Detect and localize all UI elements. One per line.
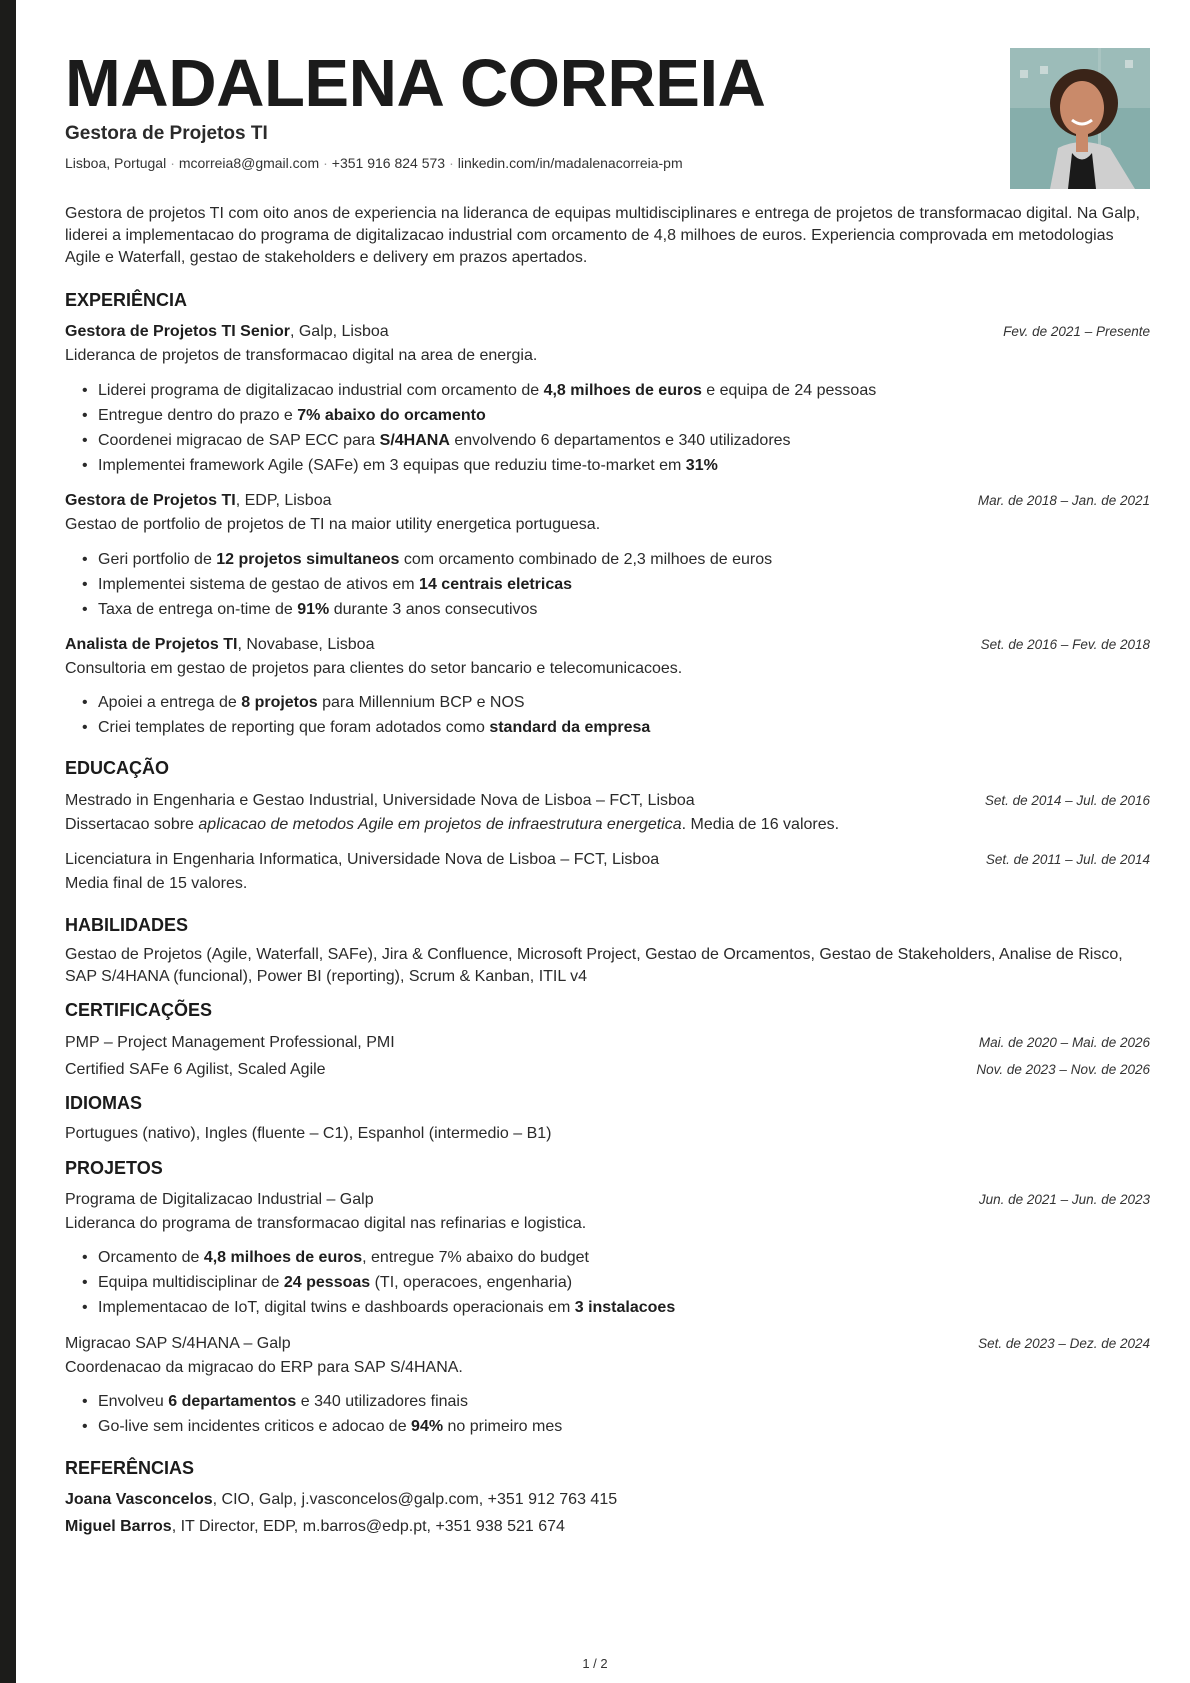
education-date: Set. de 2011 – Jul. de 2014 [985, 852, 1150, 867]
separator: · [170, 155, 175, 171]
reference-details: , IT Director, EDP, m.barros@edp.pt, +351 938 521 674 [171, 1518, 565, 1535]
resume-page [65, 0, 1150, 1535]
education-detail: Media final de 15 valores. [65, 875, 248, 892]
project-title: Migracao SAP S/4HANA – Galp [65, 1335, 291, 1352]
job-title: Analista de Projetos TI [65, 636, 238, 653]
list-item: • Equipa multidisciplinar de 24 pessoas (TI, operacoes, engenharia) [98, 1270, 1148, 1295]
job-company: , EDP, Lisboa [235, 492, 332, 509]
list-item: • Implementei framework Agile (SAFe) em 3 equipas que reduziu time-to-market em 31% [98, 453, 1148, 478]
job-title: Gestora de Projetos TI Senior [65, 323, 290, 340]
profile-photo [1010, 48, 1150, 189]
job-title: Gestora de Projetos TI [65, 492, 236, 509]
list-item: • Taxa de entrega on-time de 91% durante 3 anos consecutivos [98, 597, 1148, 622]
list-item: • Criei templates de reporting que foram adotados como standard da empresa [98, 715, 1148, 740]
list-item: • Envolveu 6 departamentos e 340 utilizadores finais [98, 1389, 1148, 1414]
education-entry [65, 849, 1150, 871]
job-header [65, 634, 1150, 656]
job-bullets [98, 690, 1148, 740]
contact-linkedin[interactable]: linkedin.com/in/madalenacorreia-pm [457, 155, 683, 171]
job-header [65, 321, 1150, 343]
project-header [65, 1189, 1150, 1211]
project-description: Coordenacao da migracao do ERP para SAP S/4HANA. [65, 1359, 463, 1376]
contact-phone[interactable]: +351 916 824 573 [331, 155, 446, 171]
resume-header [65, 0, 1150, 266]
job-description: Consultoria em gestao de projetos para clientes do setor bancario e telecomunicacoes. [65, 660, 683, 677]
section-title-skills: HABILIDADES [65, 915, 189, 935]
certification-name: PMP – Project Management Professional, PMI [65, 1034, 395, 1051]
candidate-name: MADALENA CORREIA [65, 46, 766, 121]
list-item: • Liderei programa de digitalizacao industrial com orcamento de 4,8 milhoes de euros e equipa de 24 pessoas [98, 378, 1148, 403]
section-title-languages: IDIOMAS [65, 1093, 143, 1113]
education-entry [65, 790, 1150, 812]
project-bullets [98, 1389, 1148, 1439]
certification-name: Certified SAFe 6 Agilist, Scaled Agile [65, 1061, 326, 1078]
section-title-projects: PROJETOS [65, 1158, 163, 1178]
job-date: Fev. de 2021 – Presente [1003, 324, 1150, 339]
separator: · [323, 155, 328, 171]
skills-list: Gestao de Projetos (Agile, Waterfall, SAFe), Jira & Confluence, Microsoft Project, Gestao de Orcamentos, Gestao de Stakeholders, Analise de Risco, SAP S/4HANA (funcional), Power BI (reporting), Scrum & Kanban, ITIL v4 [65, 946, 1123, 985]
list-item: • Entregue dentro do prazo e 7% abaixo do orcamento [98, 403, 1148, 428]
contact-email[interactable]: mcorreia8@gmail.com [178, 155, 320, 171]
education-detail: Dissertacao sobre aplicacao de metodos Agile em projetos de infraestrutura energetica. Media de 16 valores. [65, 816, 840, 833]
list-item: • Go-live sem incidentes criticos e adocao de 94% no primeiro mes [98, 1414, 1148, 1439]
education-degree: Licenciatura in Engenharia Informatica, Universidade Nova de Lisboa – FCT, Lisboa [65, 851, 660, 868]
section-title-education: EDUCAÇÃO [65, 758, 170, 778]
reference-name: Joana Vasconcelos [65, 1491, 213, 1508]
project-date: Set. de 2023 – Dez. de 2024 [978, 1336, 1150, 1351]
list-item: • Geri portfolio de 12 projetos simultaneos com orcamento combinado de 2,3 milhoes de euros [98, 547, 1148, 572]
reference-entry [65, 1516, 1150, 1538]
project-title: Programa de Digitalizacao Industrial – Galp [65, 1191, 374, 1208]
list-item: • Implementei sistema de gestao de ativos em 14 centrais eletricas [98, 572, 1148, 597]
job-bullets [98, 378, 1148, 478]
contact-line [65, 155, 683, 171]
job-company: , Novabase, Lisboa [237, 636, 375, 653]
list-item: • Orcamento de 4,8 milhoes de euros, entregue 7% abaixo do budget [98, 1245, 1148, 1270]
professional-summary: Gestora de projetos TI com oito anos de experiencia na lideranca de equipas multidisciplinares e entrega de projetos de transformacao digital. Na Galp, liderei a implementacao do programa de digitalizacao industrial com orcamento de 4,8 milhoes de euros. Experiencia comprovada em metodologias Agile e Waterfall, gestao de stakeholders e delivery em prazos apertados. [65, 205, 1140, 266]
reference-name: Miguel Barros [65, 1518, 172, 1535]
page-indicator: 1 / 2 [582, 1656, 608, 1671]
job-header [65, 490, 1150, 512]
list-item: • Coordenei migracao de SAP ECC para S/4HANA envolvendo 6 departamentos e 340 utilizadores [98, 428, 1148, 453]
section-title-references: REFERÊNCIAS [65, 1458, 195, 1478]
job-date: Mar. de 2018 – Jan. de 2021 [977, 493, 1150, 508]
certification-entry [65, 1059, 1150, 1081]
section-title-certifications: CERTIFICAÇÕES [65, 1000, 213, 1020]
project-date: Jun. de 2021 – Jun. de 2023 [978, 1192, 1150, 1207]
job-description: Gestao de portfolio de projetos de TI na maior utility energetica portuguesa. [65, 516, 601, 533]
reference-entry [65, 1489, 1150, 1511]
job-date: Set. de 2016 – Fev. de 2018 [980, 637, 1150, 652]
candidate-role: Gestora de Projetos TI [65, 123, 268, 144]
separator: · [449, 155, 454, 171]
reference-details: , CIO, Galp, j.vasconcelos@galp.com, +351 912 763 415 [212, 1491, 618, 1508]
languages-list: Portugues (nativo), Ingles (fluente – C1), Espanhol (intermedio – B1) [65, 1125, 552, 1142]
list-item: • Apoiei a entrega de 8 projetos para Millennium BCP e NOS [98, 690, 1148, 715]
education-date: Set. de 2014 – Jul. de 2016 [984, 793, 1150, 808]
left-accent-bar [0, 0, 16, 1683]
portrait-icon [1010, 48, 1150, 189]
certification-date: Mai. de 2020 – Mai. de 2026 [978, 1035, 1150, 1050]
job-description: Lideranca de projetos de transformacao digital na area de energia. [65, 347, 538, 364]
certification-date: Nov. de 2023 – Nov. de 2026 [976, 1062, 1150, 1077]
project-header [65, 1333, 1150, 1355]
certification-entry [65, 1032, 1150, 1054]
project-bullets [98, 1245, 1148, 1320]
project-description: Lideranca do programa de transformacao digital nas refinarias e logistica. [65, 1215, 587, 1232]
education-degree: Mestrado in Engenharia e Gestao Industrial, Universidade Nova de Lisboa – FCT, Lisboa [65, 792, 695, 809]
job-company: , Galp, Lisboa [289, 323, 389, 340]
section-title-experience: EXPERIÊNCIA [65, 290, 188, 310]
job-bullets [98, 547, 1148, 622]
contact-location: Lisboa, Portugal [65, 155, 167, 171]
list-item: • Implementacao de IoT, digital twins e dashboards operacionais em 3 instalacoes [98, 1295, 1148, 1320]
